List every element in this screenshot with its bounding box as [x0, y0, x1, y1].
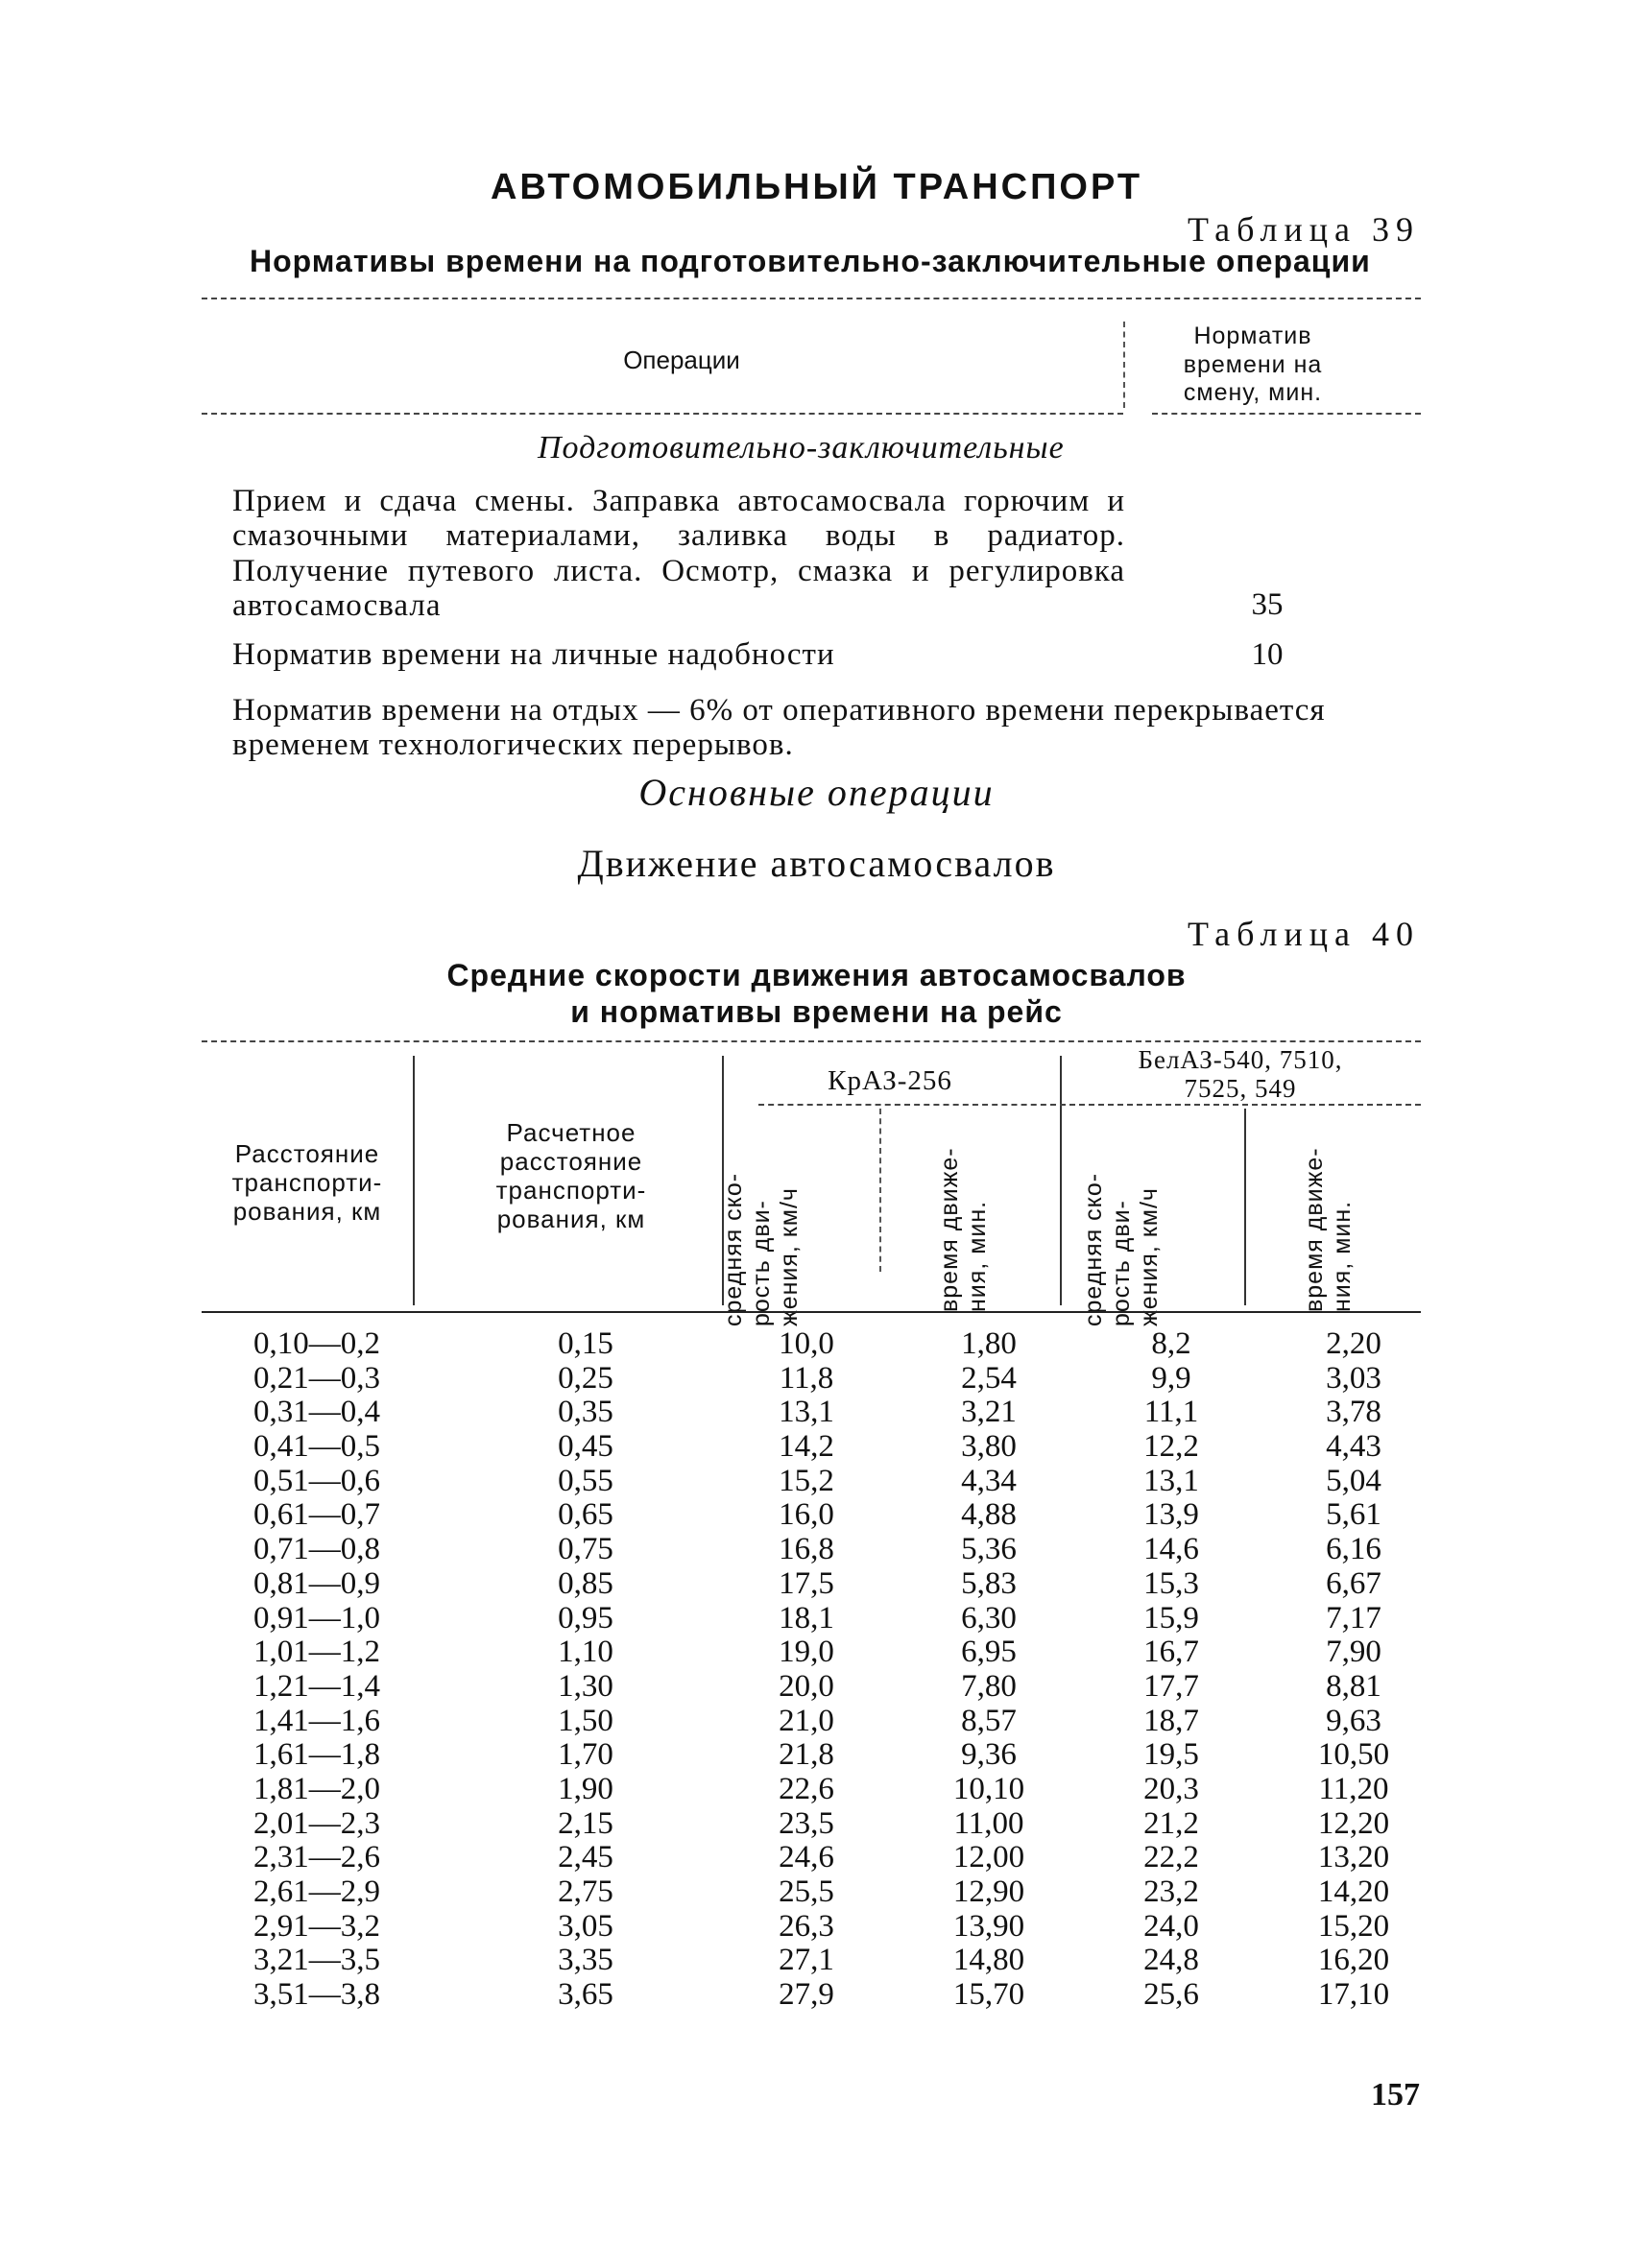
cell-belaz-speed: 13,9 — [1143, 1497, 1199, 1533]
table-40-header-rule — [202, 1311, 1421, 1313]
table-40-group-belaz — [1060, 1046, 1421, 1103]
header-line: транспорти- — [495, 1175, 647, 1205]
cell-distance: 1,21—1,4 — [253, 1668, 380, 1704]
cell-distance: 2,31—2,6 — [253, 1840, 380, 1875]
table-row — [0, 1464, 1633, 1498]
cell-kraz-speed: 17,5 — [779, 1565, 834, 1601]
norm-header-line: Норматив — [1193, 322, 1312, 349]
cell-distance: 3,51—3,8 — [253, 1977, 380, 2013]
cell-kraz-time: 3,80 — [961, 1429, 1017, 1465]
header-line: рость дви- — [747, 1200, 775, 1326]
table-40-divider — [879, 1109, 881, 1272]
cell-belaz-time: 3,78 — [1326, 1395, 1381, 1430]
table-40-caption: и нормативы времени на рейс — [570, 994, 1063, 1029]
cell-calc-distance: 3,65 — [558, 1977, 613, 2013]
header-line: Расчетное — [506, 1118, 636, 1147]
cell-calc-distance: 2,45 — [558, 1840, 613, 1875]
table-row — [0, 1840, 1633, 1874]
header-line: время движе- — [936, 1147, 963, 1312]
cell-belaz-time: 14,20 — [1317, 1874, 1390, 1909]
table-39-row-text: Норматив времени на личные надобности — [232, 637, 835, 672]
table-row — [0, 1601, 1633, 1635]
table-39-row-value: 35 — [1251, 587, 1284, 622]
table-40-sub-speed-belaz — [1080, 1134, 1176, 1326]
table-39-row-text: Прием и сдача смены. Заправка автосамосвала горючим и смазочными материалами, заливка воды в радиатор. Получение путевого листа. Осмотр, смазка и регулировка автосамосвала — [232, 484, 1125, 623]
cell-kraz-speed: 21,8 — [779, 1737, 834, 1773]
cell-kraz-time: 2,54 — [961, 1360, 1017, 1396]
table-row — [0, 1326, 1633, 1361]
table-row — [0, 1806, 1633, 1841]
cell-belaz-speed: 24,0 — [1143, 1908, 1199, 1944]
cell-kraz-time: 15,70 — [952, 1977, 1025, 2013]
cell-calc-distance: 0,95 — [558, 1600, 613, 1635]
cell-kraz-speed: 25,5 — [779, 1874, 834, 1909]
table-row — [0, 1532, 1633, 1566]
cell-distance: 1,41—1,6 — [253, 1703, 380, 1738]
cell-belaz-speed: 14,6 — [1143, 1532, 1199, 1567]
header-line: 7525, 549 — [1184, 1073, 1297, 1103]
table-39-col-divider — [1123, 322, 1125, 408]
table-39-caption: Нормативы времени на подготовительно-заключительные операции — [250, 244, 1371, 278]
cell-belaz-time: 8,81 — [1326, 1668, 1381, 1704]
header-line: Расстояние — [234, 1139, 380, 1168]
cell-calc-distance: 1,70 — [558, 1737, 613, 1773]
cell-calc-distance: 1,10 — [558, 1635, 613, 1670]
cell-calc-distance: 0,55 — [558, 1463, 613, 1498]
cell-kraz-time: 4,34 — [961, 1463, 1017, 1498]
table-40-caption: Средние скорости движения автосамосвалов — [446, 958, 1187, 992]
header-line: время движе- — [1301, 1147, 1328, 1312]
cell-kraz-speed: 27,9 — [779, 1977, 834, 2013]
table-row — [0, 1635, 1633, 1669]
cell-distance: 2,61—2,9 — [253, 1874, 380, 1909]
cell-belaz-time: 10,50 — [1317, 1737, 1390, 1773]
cell-belaz-time: 16,20 — [1317, 1943, 1390, 1978]
table-row — [0, 1704, 1633, 1738]
table-39-col-norm — [1142, 322, 1363, 408]
header-line: жения, км/ч — [775, 1187, 803, 1326]
cell-belaz-time: 15,20 — [1317, 1908, 1390, 1944]
section-main-operations: Основные операции — [638, 771, 995, 814]
table-row — [0, 1977, 1633, 2012]
cell-calc-distance: 2,15 — [558, 1805, 613, 1841]
table-40-label: Таблица 40 — [1188, 915, 1420, 953]
cell-distance: 2,91—3,2 — [253, 1908, 380, 1944]
cell-calc-distance: 2,75 — [558, 1874, 613, 1909]
header-line: рования, км — [232, 1196, 382, 1226]
header-line: ния, мин. — [1328, 1200, 1356, 1312]
cell-calc-distance: 0,25 — [558, 1360, 613, 1396]
cell-kraz-speed: 27,1 — [779, 1943, 834, 1978]
cell-belaz-speed: 13,1 — [1143, 1463, 1199, 1498]
cell-belaz-time: 12,20 — [1317, 1805, 1390, 1841]
cell-kraz-time: 9,36 — [961, 1737, 1017, 1773]
header-line: рования, км — [496, 1204, 646, 1233]
cell-belaz-time: 9,63 — [1326, 1703, 1381, 1738]
cell-kraz-time: 4,88 — [961, 1497, 1017, 1533]
page-title: АВТОМОБИЛЬНЫЙ ТРАНСПОРТ — [490, 167, 1143, 207]
cell-kraz-speed: 16,8 — [779, 1532, 834, 1567]
table-row — [0, 1943, 1633, 1977]
cell-distance: 0,51—0,6 — [253, 1463, 380, 1498]
cell-calc-distance: 0,35 — [558, 1395, 613, 1430]
cell-calc-distance: 0,65 — [558, 1497, 613, 1533]
cell-kraz-time: 5,36 — [961, 1532, 1017, 1567]
cell-kraz-time: 10,10 — [952, 1771, 1025, 1806]
table-row — [0, 1361, 1633, 1396]
header-line: средняя ско- — [1080, 1172, 1107, 1326]
table-row — [0, 1874, 1633, 1909]
cell-kraz-speed: 11,8 — [779, 1360, 834, 1396]
cell-kraz-speed: 20,0 — [779, 1668, 834, 1704]
table-row — [0, 1395, 1633, 1429]
cell-distance: 0,61—0,7 — [253, 1497, 380, 1533]
cell-kraz-time: 7,80 — [961, 1668, 1017, 1704]
cell-calc-distance: 0,45 — [558, 1429, 613, 1465]
cell-belaz-time: 2,20 — [1326, 1326, 1381, 1361]
cell-belaz-time: 13,20 — [1317, 1840, 1390, 1875]
cell-kraz-speed: 18,1 — [779, 1600, 834, 1635]
table-row — [0, 1497, 1633, 1532]
table-39-top-rule — [202, 298, 1421, 299]
cell-belaz-speed: 15,9 — [1143, 1600, 1199, 1635]
cell-kraz-speed: 10,0 — [779, 1326, 834, 1361]
table-row — [0, 1429, 1633, 1464]
table-40-group-rule — [1060, 1104, 1421, 1106]
table-40-col-calc-distance — [422, 1119, 720, 1234]
cell-calc-distance: 1,30 — [558, 1668, 613, 1704]
table-39-label: Таблица 39 — [1188, 210, 1420, 249]
cell-calc-distance: 1,50 — [558, 1703, 613, 1738]
cell-distance: 0,91—1,0 — [253, 1600, 380, 1635]
cell-belaz-speed: 18,7 — [1143, 1703, 1199, 1738]
page-number: 157 — [1371, 2077, 1420, 2113]
header-line: средняя ско- — [720, 1172, 747, 1326]
table-40-divider — [413, 1056, 415, 1305]
header-line: расстояние — [499, 1146, 643, 1176]
cell-distance: 0,21—0,3 — [253, 1360, 380, 1396]
table-39-header-rule-right — [1152, 413, 1421, 415]
table-39-note: Норматив времени на отдых — 6% от оперативного времени перекрывается временем технологических перерывов. — [232, 693, 1326, 763]
cell-distance: 0,81—0,9 — [253, 1565, 380, 1601]
cell-kraz-time: 13,90 — [952, 1908, 1025, 1944]
cell-calc-distance: 3,05 — [558, 1908, 613, 1944]
section-movement: Движение автосамосвалов — [577, 842, 1056, 885]
cell-calc-distance: 3,35 — [558, 1943, 613, 1978]
cell-calc-distance: 0,85 — [558, 1565, 613, 1601]
cell-belaz-speed: 9,9 — [1151, 1360, 1191, 1396]
table-39-section-title: Подготовительно-заключительные — [538, 430, 1065, 466]
table-row — [0, 1909, 1633, 1944]
cell-kraz-speed: 19,0 — [779, 1635, 834, 1670]
table-40-col-distance — [202, 1140, 413, 1227]
cell-distance: 0,10—0,2 — [253, 1326, 380, 1361]
cell-kraz-time: 3,21 — [961, 1395, 1017, 1430]
cell-belaz-speed: 11,1 — [1143, 1395, 1199, 1430]
cell-calc-distance: 1,90 — [558, 1771, 613, 1806]
cell-belaz-speed: 19,5 — [1143, 1737, 1199, 1773]
header-line: рость дви- — [1107, 1200, 1135, 1326]
table-39-col-operations: Операции — [623, 346, 740, 374]
cell-calc-distance: 0,75 — [558, 1532, 613, 1567]
cell-kraz-speed: 23,5 — [779, 1805, 834, 1841]
cell-kraz-time: 5,83 — [961, 1565, 1017, 1601]
table-39-header-rule-left — [202, 413, 1123, 415]
norm-header-line: смену, мин. — [1183, 379, 1323, 406]
table-40-body — [0, 1326, 1633, 2012]
cell-belaz-speed: 25,6 — [1143, 1977, 1199, 2013]
header-line: жения, км/ч — [1135, 1187, 1163, 1326]
table-40-sub-time-kraz — [936, 1120, 1003, 1312]
cell-belaz-speed: 21,2 — [1143, 1805, 1199, 1841]
cell-kraz-time: 8,57 — [961, 1703, 1017, 1738]
cell-belaz-speed: 20,3 — [1143, 1771, 1199, 1806]
cell-belaz-time: 6,67 — [1326, 1565, 1381, 1601]
cell-belaz-time: 4,43 — [1326, 1429, 1381, 1465]
cell-belaz-time: 11,20 — [1318, 1771, 1389, 1806]
header-line: транспорти- — [231, 1167, 383, 1197]
cell-belaz-time: 6,16 — [1326, 1532, 1381, 1567]
cell-distance: 1,61—1,8 — [253, 1737, 380, 1773]
cell-belaz-speed: 17,7 — [1143, 1668, 1199, 1704]
cell-kraz-time: 6,30 — [961, 1600, 1017, 1635]
cell-kraz-speed: 22,6 — [779, 1771, 834, 1806]
cell-belaz-speed: 16,7 — [1143, 1635, 1199, 1670]
cell-kraz-time: 14,80 — [952, 1943, 1025, 1978]
cell-belaz-time: 7,90 — [1326, 1635, 1381, 1670]
table-40-divider — [1244, 1109, 1246, 1305]
cell-kraz-speed: 24,6 — [779, 1840, 834, 1875]
table-row — [0, 1669, 1633, 1704]
cell-belaz-time: 7,17 — [1326, 1600, 1381, 1635]
cell-distance: 1,81—2,0 — [253, 1771, 380, 1806]
cell-distance: 0,71—0,8 — [253, 1532, 380, 1567]
cell-kraz-time: 1,80 — [961, 1326, 1017, 1361]
cell-kraz-time: 12,90 — [952, 1874, 1025, 1909]
header-line: БелАЗ-540, 7510, — [1138, 1045, 1343, 1074]
table-row — [0, 1737, 1633, 1772]
cell-belaz-speed: 22,2 — [1143, 1840, 1199, 1875]
cell-kraz-speed: 13,1 — [779, 1395, 834, 1430]
cell-kraz-time: 6,95 — [961, 1635, 1017, 1670]
cell-belaz-time: 5,61 — [1326, 1497, 1381, 1533]
cell-distance: 1,01—1,2 — [253, 1635, 380, 1670]
table-40-group-kraz: КрАЗ-256 — [828, 1065, 952, 1096]
cell-distance: 2,01—2,3 — [253, 1805, 380, 1841]
table-40-group-rule — [758, 1104, 1056, 1106]
cell-kraz-time: 11,00 — [953, 1805, 1024, 1841]
cell-belaz-speed: 8,2 — [1151, 1326, 1191, 1361]
table-40-sub-time-belaz — [1301, 1120, 1368, 1312]
cell-belaz-time: 5,04 — [1326, 1463, 1381, 1498]
norm-header-line: времени на — [1183, 350, 1323, 378]
cell-calc-distance: 0,15 — [558, 1326, 613, 1361]
cell-kraz-speed: 14,2 — [779, 1429, 834, 1465]
cell-kraz-speed: 21,0 — [779, 1703, 834, 1738]
cell-kraz-speed: 16,0 — [779, 1497, 834, 1533]
table-row — [0, 1566, 1633, 1601]
cell-distance: 0,31—0,4 — [253, 1395, 380, 1430]
cell-belaz-time: 3,03 — [1326, 1360, 1381, 1396]
header-line: ния, мин. — [963, 1200, 991, 1312]
table-40-top-rule — [202, 1040, 1421, 1042]
cell-distance: 3,21—3,5 — [253, 1943, 380, 1978]
cell-distance: 0,41—0,5 — [253, 1429, 380, 1465]
cell-belaz-speed: 23,2 — [1143, 1874, 1199, 1909]
cell-belaz-time: 17,10 — [1317, 1977, 1390, 2013]
cell-kraz-speed: 26,3 — [779, 1908, 834, 1944]
cell-kraz-speed: 15,2 — [779, 1463, 834, 1498]
cell-kraz-time: 12,00 — [952, 1840, 1025, 1875]
table-row — [0, 1772, 1633, 1806]
cell-belaz-speed: 15,3 — [1143, 1565, 1199, 1601]
table-39-row-value: 10 — [1251, 637, 1284, 672]
table-40-sub-speed-kraz — [720, 1134, 816, 1326]
cell-belaz-speed: 12,2 — [1143, 1429, 1199, 1465]
cell-belaz-speed: 24,8 — [1143, 1943, 1199, 1978]
